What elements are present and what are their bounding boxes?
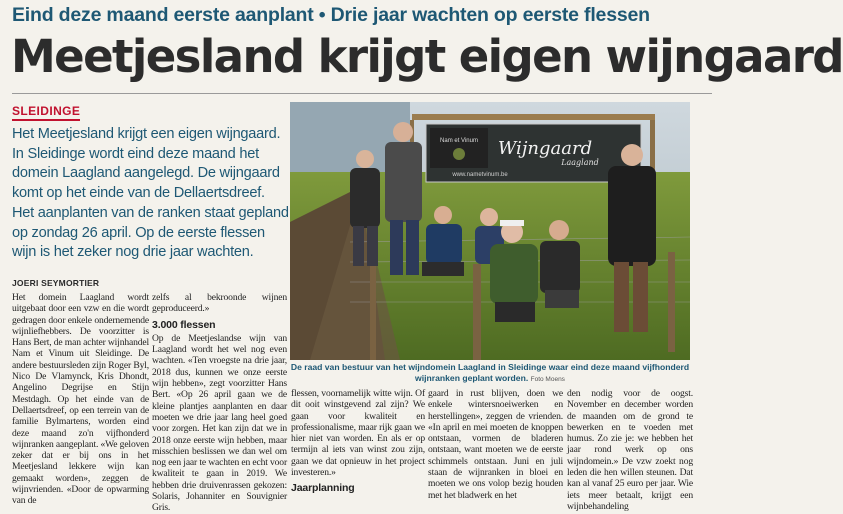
fence-post <box>473 264 481 360</box>
body-column-5-text: den nodig voor de oogst. November en december worden de maanden om de grond te bewerken en te voeden met humus. Zo zie je: we hebben het jaar rond werk op ons wijndomein.» De vzw zoekt nog leden die hen willen steunen. Dat kan al vanaf 25 euro per jaar. Wie iets meer betaalt, krijgt een wijnbehandeling <box>567 388 693 512</box>
section-label: SLEIDINGE <box>12 104 80 121</box>
intro-paragraph: Het Meetjesland krijgt een eigen wijngaard. In Sleidinge wordt eind deze maand het domein Laagland aangelegd. De wijngaard komt op het einde van de Dellaertsdreef. Het aanplanten van de ranken staat gepland op zondag 26 april. Op de eerste flessen wijn is het zeker nog drie jaar wachten. <box>12 126 289 261</box>
body-column-5 <box>567 388 693 512</box>
group-photo <box>290 102 690 360</box>
body-column-4-text: gaard in rust blijven, doen we enkele wintersnoeiwerken en herstellingen», zeggen de vrienden. «In april en mei moeten de knoppen ontstaan, vormen de bladeren ontstaan, want moeten we de eerste schimmels ontstaan. Juni en juli staan de wijnranken in bloei en moeten we ons volop bezig houden met het bladwerk en het <box>428 388 563 501</box>
sign-subtitle: Laagland <box>561 158 599 167</box>
photo-caption <box>290 362 690 385</box>
body-column-3 <box>291 388 425 495</box>
body-column-2-lead: zelfs al bekroonde wijnen geproduceerd.» <box>152 292 287 315</box>
sign-url: www.nametvinum.be <box>452 172 508 178</box>
body-column-4 <box>428 388 563 501</box>
headline-rule <box>12 93 712 94</box>
body-column-1-text: Het domein Laagland wordt uitgebaat door een vzw en die wordt gedragen door enkele ondernemende wijnliefhebbers. De voorzitter is Hans Bert, de man achter wijnhandel Nam et Vinum uit Sleidinge. De andere bestuursleden zijn Roger Byl, Nico De Vlamynck, Kris Dhondt, Angelino Degrijse en Stijn Mestdagh. Op het einde van de Dellaertsdreef, op een terrein van de familie Bylmartens, worden eind deze maand zo'n vijfhonderd wijnranken aangeplant. «We geloven zeker dat er bij ons in het Meetjesland lekkere wijn kan gemaakt worden», zeggen de wijnvrienden. «Door de opwarming van de <box>12 292 150 507</box>
kicker: Eind deze maand eerste aanplant • Drie jaar wachten op eerste flessen <box>12 4 650 26</box>
body-column-3-text: flessen, voornamelijk witte wijn. Of dit ooit winstgevend zal zijn? We gaan voor kwaliteit en professionalisme, maar rijk gaan we hier niet van worden. En als er op termijn al iets van winst zou zijn, gaan we dat opnieuw in het project investeren.» <box>291 388 425 479</box>
sign-logo-text: Nam et Vinum <box>440 138 478 144</box>
body-column-2 <box>152 292 287 514</box>
photo-credit: Foto Moens <box>530 376 565 383</box>
byline: JOERI SEYMORTIER <box>12 278 100 288</box>
body-column-2-text: Op de Meetjeslandse wijn van Laagland wordt het wel nog even wachten. «Ten vroegste na drie jaar, 2018 dus, kunnen we onze eerste wijn hebben», zegt voorzitter Hans Bert. «Op 26 april gaan we de kleine plantjes aanplanten en daar moeten we drie jaar lang heel goed voor zorgen. Het kan zijn dat we in 2018 onze eerste wijn hebben, maar misschien beslissen we dan wel om nog een jaar te wachten en echt voor kwaliteit te gaan in 2019. We hebben drie druivenrassen gekozen: Solaris, Johanniter en Souvignier Gris. <box>152 332 287 514</box>
sign-title: Wijngaard <box>497 138 593 159</box>
subhead-jaarplanning: Jaarplanning <box>291 482 355 495</box>
subhead-flessen: 3.000 flessen <box>152 318 216 331</box>
body-column-1 <box>12 292 150 507</box>
vineyard-scene <box>290 102 690 360</box>
photo-caption-text: De raad van bestuur van het wijndomein Laagland in Sleidinge waar eind deze maand vijfhonderd wijnranken geplant worden. <box>290 362 690 383</box>
headline: Meetjesland krijgt eigen wijngaard <box>11 30 843 83</box>
